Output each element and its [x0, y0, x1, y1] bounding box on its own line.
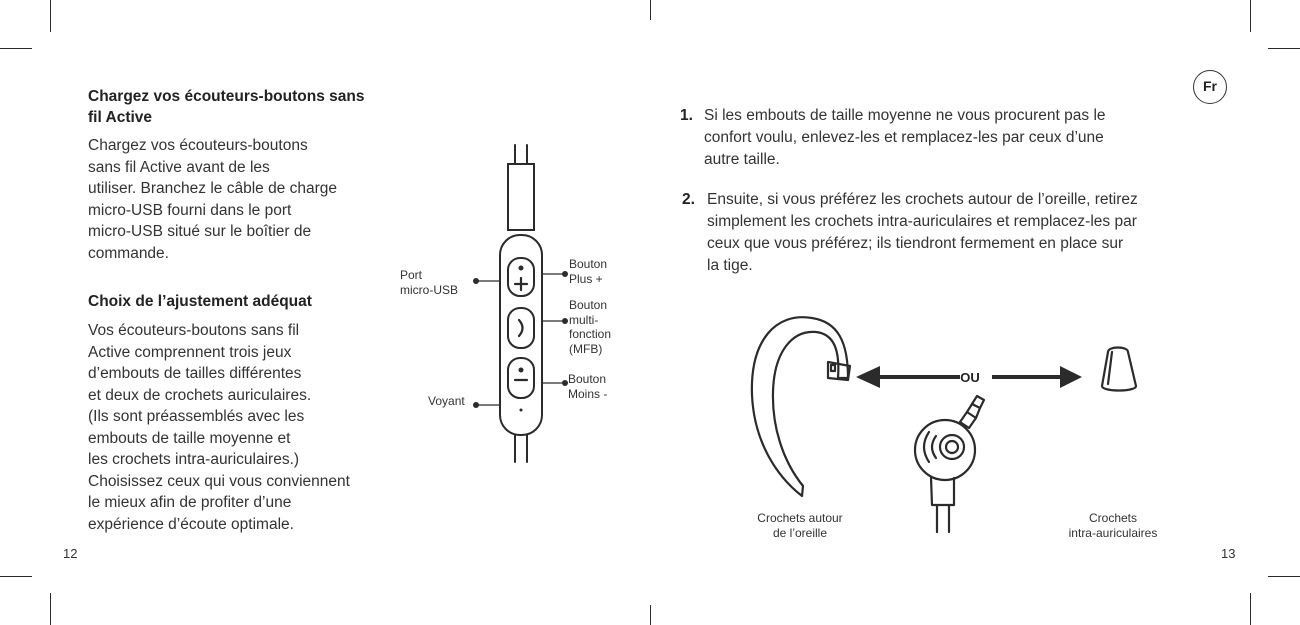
label-plus-button: Bouton Plus + [569, 257, 608, 286]
page-number-right: 13 [1221, 546, 1236, 561]
step-1-number: 1. [680, 107, 693, 124]
ear-tips-illustration [730, 300, 1150, 540]
in-ear-caption: Crochets intra-auriculaires [1068, 511, 1158, 540]
page-number-left: 12 [63, 546, 78, 561]
fit-heading: Choix de l’ajustement adéquat [88, 293, 312, 310]
crop-mark [650, 605, 651, 625]
crop-mark [50, 0, 51, 32]
charge-heading: Chargez vos écouteurs-boutons sans fil Active [88, 88, 365, 126]
crop-mark [0, 576, 32, 577]
crop-mark [1268, 48, 1300, 49]
label-micro-usb-port: Port micro-USB [400, 268, 459, 297]
crop-mark [1250, 593, 1251, 625]
label-minus-button: Bouton Moins - [568, 372, 608, 401]
crop-mark [650, 0, 651, 20]
label-indicator-light: Voyant [428, 394, 465, 408]
crop-mark [1250, 0, 1251, 32]
crop-mark [1268, 576, 1300, 577]
fit-paragraph: Vos écouteurs-boutons sans fil Active comprennent trois jeux d’embouts de tailles différentes et deux de crochets auriculaires. (Ils sont préassemblés avec les embouts de taille moyenne et les crochets intra-auriculaires.) Choisissez ceux qui vous conviennent le mieux afin de profiter d’une expérience d’écoute optimale. [88, 322, 350, 533]
step-1-text: Si les embouts de taille moyenne ne vous procurent pas le confort voulu, enlevez-les et remplacez-les par ceux d’une autre taille. [704, 107, 1106, 168]
ear-hook-caption: Crochets autour de l’oreille [757, 511, 843, 540]
language-badge: Fr [1193, 70, 1227, 104]
step-2-number: 2. [682, 191, 695, 208]
crop-mark [50, 593, 51, 625]
step-2-text: Ensuite, si vous préférez les crochets autour de l’oreille, retirez simplement les crochets intra-auriculaires et remplacez-les par ceux que vous préférez; ils tiendront fermement en place sur la tige. [707, 191, 1138, 274]
or-label: OU [960, 370, 980, 385]
label-mfb-button: Bouton multi- fonction (MFB) [569, 298, 612, 356]
charge-paragraph: Chargez vos écouteurs-boutons sans fil Active avant de les utiliser. Branchez le câble de charge micro-USB fourni dans le port micro-USB situé sur le boîtier de commande. [88, 137, 338, 262]
crop-mark [0, 48, 32, 49]
